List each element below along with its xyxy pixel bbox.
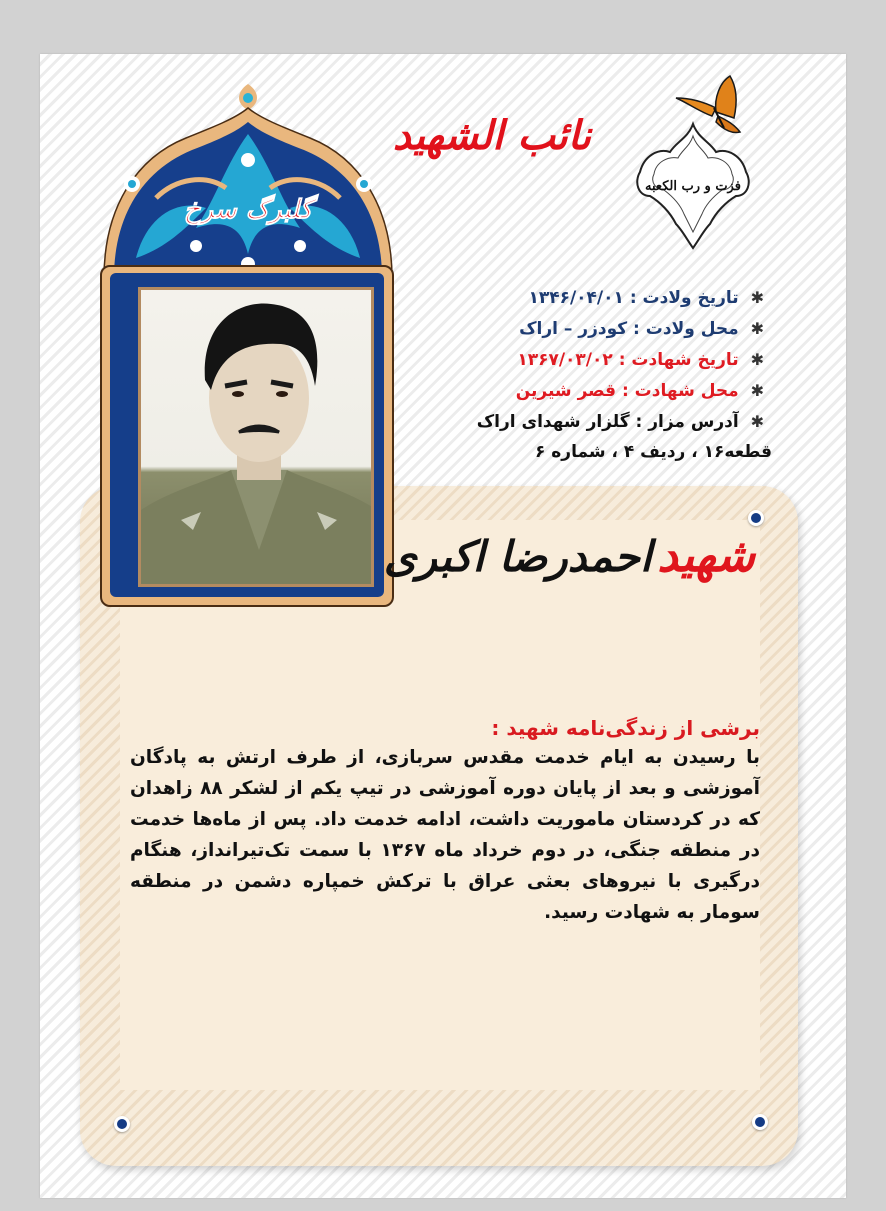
info-row-grave-location: قطعه۱۶ ، ردیف ۴ ، شماره ۶: [534, 442, 772, 462]
name-prefix: شهید: [657, 528, 755, 582]
pin-bottom-left-icon: [114, 1116, 130, 1132]
biography-title: برشی از زندگی‌نامه شهید :: [491, 716, 760, 740]
asterisk-bullet-icon: ✱: [750, 381, 764, 400]
calligraphy-emblem-icon: [630, 72, 756, 252]
biography-text: با رسیدن به ایام خدمت مقدس سربازی، از طرف ارتش به پادگان آموزشی و بعد از پایان دوره آموزشی در تیپ یکم از لشکر ۸۸ زاهدان که در کردستان ماموریت داشت، ادامه خدمت داد. پس از ماه‌ها خدمت در منطقه جنگی، در دوم خرداد ماه ۱۳۶۷ با سمت تک‌تیرانداز، هنگام درگیری با نیروهای بعثی عراق با ترکش خمپاره دشمن در منطقه سومار به شهادت رسید.: [130, 747, 760, 923]
info-list: [476, 282, 772, 468]
asterisk-bullet-icon: ✱: [750, 288, 764, 307]
info-label: محل ولادت :: [633, 319, 739, 339]
butterfly-icon: [676, 76, 740, 133]
info-label: تاریخ ولادت :: [629, 288, 739, 308]
pin-bottom-right-icon: [752, 1114, 768, 1130]
info-row-birth-place: [477, 313, 764, 344]
info-label: آدرس مزار :: [635, 412, 739, 432]
portrait-figure-icon: [141, 290, 374, 587]
info-row-martyrdom-date: [477, 344, 764, 375]
info-value: کودزر – اراک: [519, 319, 628, 339]
asterisk-bullet-icon: ✱: [750, 350, 764, 369]
asterisk-bullet-icon: ✱: [750, 412, 764, 431]
info-value: گلزار شهدای اراک: [476, 412, 630, 432]
pin-top-right-icon: [748, 510, 764, 526]
info-value: ۱۳۶۷/۰۳/۰۲: [517, 350, 613, 370]
arch-caption: گلبرگ سرخ: [183, 195, 313, 225]
header-title: نائب الشهید: [392, 112, 592, 159]
portrait-frame: [100, 265, 394, 607]
info-label: محل شهادت :: [621, 381, 739, 401]
emblem-caption: فزت و رب الکعبه: [645, 179, 741, 194]
full-name: احمدرضا اکبری: [383, 532, 652, 581]
info-row-grave-address: [477, 406, 764, 437]
ornamental-arch-icon: [96, 78, 400, 278]
portrait-photo: [138, 287, 374, 587]
martyr-name: [383, 528, 755, 638]
biography: [130, 716, 760, 928]
asterisk-bullet-icon: ✱: [750, 319, 764, 338]
info-value: قصر شیرین: [515, 381, 617, 401]
info-row-martyrdom-place: [477, 375, 764, 406]
info-row-birth-date: [477, 282, 764, 313]
info-label: تاریخ شهادت :: [618, 350, 739, 370]
info-value: ۱۳۴۶/۰۴/۰۱: [528, 288, 624, 308]
